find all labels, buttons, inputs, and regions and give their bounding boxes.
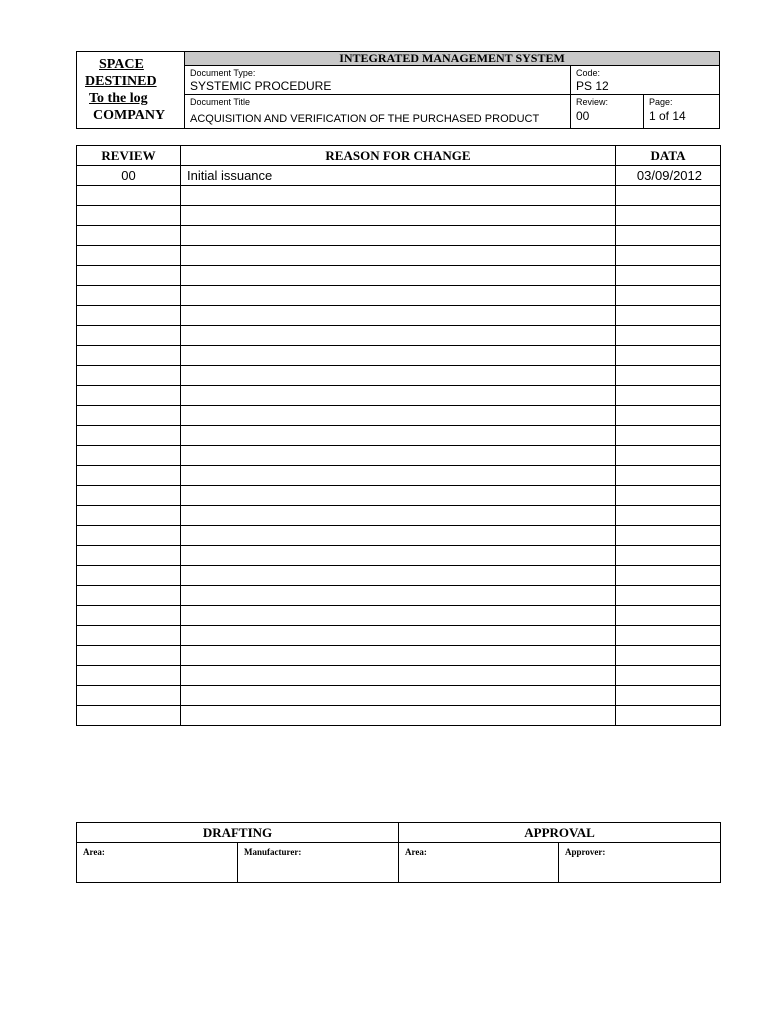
signature-table <box>76 822 721 883</box>
cell-date <box>616 366 721 386</box>
table-row <box>77 586 721 606</box>
cell-date <box>616 586 721 606</box>
table-row <box>77 346 721 366</box>
cell-date <box>616 286 721 306</box>
cell-review <box>77 666 181 686</box>
cell-review <box>77 526 181 546</box>
document-type-value: SYSTEMIC PROCEDURE <box>190 79 332 93</box>
cell-reason <box>181 206 616 226</box>
cell-reason <box>181 426 616 446</box>
cell-reason <box>181 286 616 306</box>
cell-date <box>616 626 721 646</box>
review-cell <box>571 95 644 128</box>
approval-title: APPROVAL <box>399 823 721 843</box>
cell-date <box>616 666 721 686</box>
cell-review <box>77 326 181 346</box>
approval-approver-field: Approver: <box>559 843 721 883</box>
cell-review <box>77 366 181 386</box>
drafting-manufacturer-field: Manufacturer: <box>238 843 399 883</box>
cell-reason <box>181 486 616 506</box>
cell-reason <box>181 266 616 286</box>
cell-reason <box>181 566 616 586</box>
page-cell <box>644 95 719 128</box>
table-row <box>77 186 721 206</box>
table-row <box>77 426 721 446</box>
table-row <box>77 386 721 406</box>
cell-reason <box>181 366 616 386</box>
table-row <box>77 406 721 426</box>
cell-reason <box>181 386 616 406</box>
table-row <box>77 666 721 686</box>
signature-fields-row <box>77 843 721 883</box>
table-row <box>77 486 721 506</box>
cell-reason <box>181 686 616 706</box>
cell-review <box>77 586 181 606</box>
cell-review <box>77 566 181 586</box>
cell-review <box>77 426 181 446</box>
cell-reason <box>181 586 616 606</box>
cell-reason <box>181 626 616 646</box>
table-row <box>77 706 721 726</box>
document-type-label: Document Type: <box>190 68 256 78</box>
cell-date <box>616 246 721 266</box>
cell-review <box>77 306 181 326</box>
column-header-data: DATA <box>616 146 721 166</box>
table-row <box>77 306 721 326</box>
cell-date <box>616 546 721 566</box>
cell-review <box>77 506 181 526</box>
cell-date <box>616 686 721 706</box>
cell-reason: Initial issuance <box>181 166 616 186</box>
cell-date <box>616 326 721 346</box>
cell-date <box>616 406 721 426</box>
cell-date <box>616 606 721 626</box>
page-number: 1 of 14 <box>649 109 686 123</box>
logo-line-1: SPACE <box>99 57 144 72</box>
cell-review <box>77 646 181 666</box>
table-row <box>77 226 721 246</box>
column-header-reason: REASON FOR CHANGE <box>181 146 616 166</box>
approval-area-field: Area: <box>399 843 559 883</box>
cell-reason <box>181 526 616 546</box>
cell-date <box>616 526 721 546</box>
cell-date <box>616 646 721 666</box>
cell-review <box>77 546 181 566</box>
table-row <box>77 686 721 706</box>
cell-reason <box>181 706 616 726</box>
cell-review <box>77 346 181 366</box>
cell-review <box>77 446 181 466</box>
cell-date: 03/09/2012 <box>616 166 721 186</box>
system-title: INTEGRATED MANAGEMENT SYSTEM <box>185 52 719 66</box>
cell-reason <box>181 226 616 246</box>
cell-review <box>77 686 181 706</box>
cell-review <box>77 246 181 266</box>
cell-date <box>616 566 721 586</box>
signature-header-row <box>77 823 721 843</box>
cell-review: 00 <box>77 166 181 186</box>
cell-date <box>616 486 721 506</box>
review-label: Review: <box>576 97 609 107</box>
cell-date <box>616 206 721 226</box>
code-value: PS 12 <box>576 79 609 93</box>
code-cell <box>571 66 719 95</box>
table-header-row <box>77 146 721 166</box>
drafting-area-field: Area: <box>77 843 238 883</box>
table-row <box>77 286 721 306</box>
document-type-cell <box>185 66 571 95</box>
logo-line-2: DESTINED <box>85 74 157 89</box>
document-title-cell <box>185 95 571 128</box>
table-row <box>77 326 721 346</box>
cell-reason <box>181 606 616 626</box>
table-row <box>77 606 721 626</box>
cell-date <box>616 346 721 366</box>
logo-line-4: COMPANY <box>93 108 166 123</box>
cell-date <box>616 386 721 406</box>
column-header-review: REVIEW <box>77 146 181 166</box>
cell-review <box>77 386 181 406</box>
cell-reason <box>181 346 616 366</box>
table-row <box>77 206 721 226</box>
cell-reason <box>181 406 616 426</box>
cell-reason <box>181 466 616 486</box>
table-row <box>77 366 721 386</box>
cell-reason <box>181 306 616 326</box>
revision-history-table <box>76 145 721 726</box>
table-row <box>77 546 721 566</box>
cell-review <box>77 706 181 726</box>
cell-reason <box>181 666 616 686</box>
cell-date <box>616 506 721 526</box>
cell-review <box>77 626 181 646</box>
table-row <box>77 166 721 186</box>
table-row <box>77 266 721 286</box>
table-row <box>77 466 721 486</box>
table-row <box>77 246 721 266</box>
cell-review <box>77 226 181 246</box>
code-label: Code: <box>576 68 601 78</box>
drafting-title: DRAFTING <box>77 823 399 843</box>
cell-date <box>616 306 721 326</box>
cell-date <box>616 706 721 726</box>
cell-reason <box>181 506 616 526</box>
cell-date <box>616 266 721 286</box>
cell-review <box>77 486 181 506</box>
table-row <box>77 446 721 466</box>
cell-reason <box>181 446 616 466</box>
cell-review <box>77 466 181 486</box>
table-row <box>77 646 721 666</box>
cell-review <box>77 186 181 206</box>
cell-review <box>77 266 181 286</box>
cell-date <box>616 466 721 486</box>
cell-reason <box>181 186 616 206</box>
page-label: Page: <box>649 97 673 107</box>
table-row <box>77 566 721 586</box>
cell-review <box>77 286 181 306</box>
document-title-value: ACQUISITION AND VERIFICATION OF THE PURCHASED PRODUCT <box>190 113 540 125</box>
cell-reason <box>181 246 616 266</box>
cell-date <box>616 426 721 446</box>
document-header <box>76 51 720 129</box>
cell-review <box>77 406 181 426</box>
cell-review <box>77 606 181 626</box>
cell-date <box>616 186 721 206</box>
cell-reason <box>181 646 616 666</box>
document-title-label: Document Title <box>190 97 251 107</box>
logo-line-3: To the log <box>89 91 148 106</box>
table-row <box>77 526 721 546</box>
cell-date <box>616 226 721 246</box>
table-row <box>77 626 721 646</box>
table-row <box>77 506 721 526</box>
cell-review <box>77 206 181 226</box>
cell-reason <box>181 546 616 566</box>
company-logo-placeholder <box>77 52 185 128</box>
review-value: 00 <box>576 109 590 123</box>
cell-reason <box>181 326 616 346</box>
cell-date <box>616 446 721 466</box>
